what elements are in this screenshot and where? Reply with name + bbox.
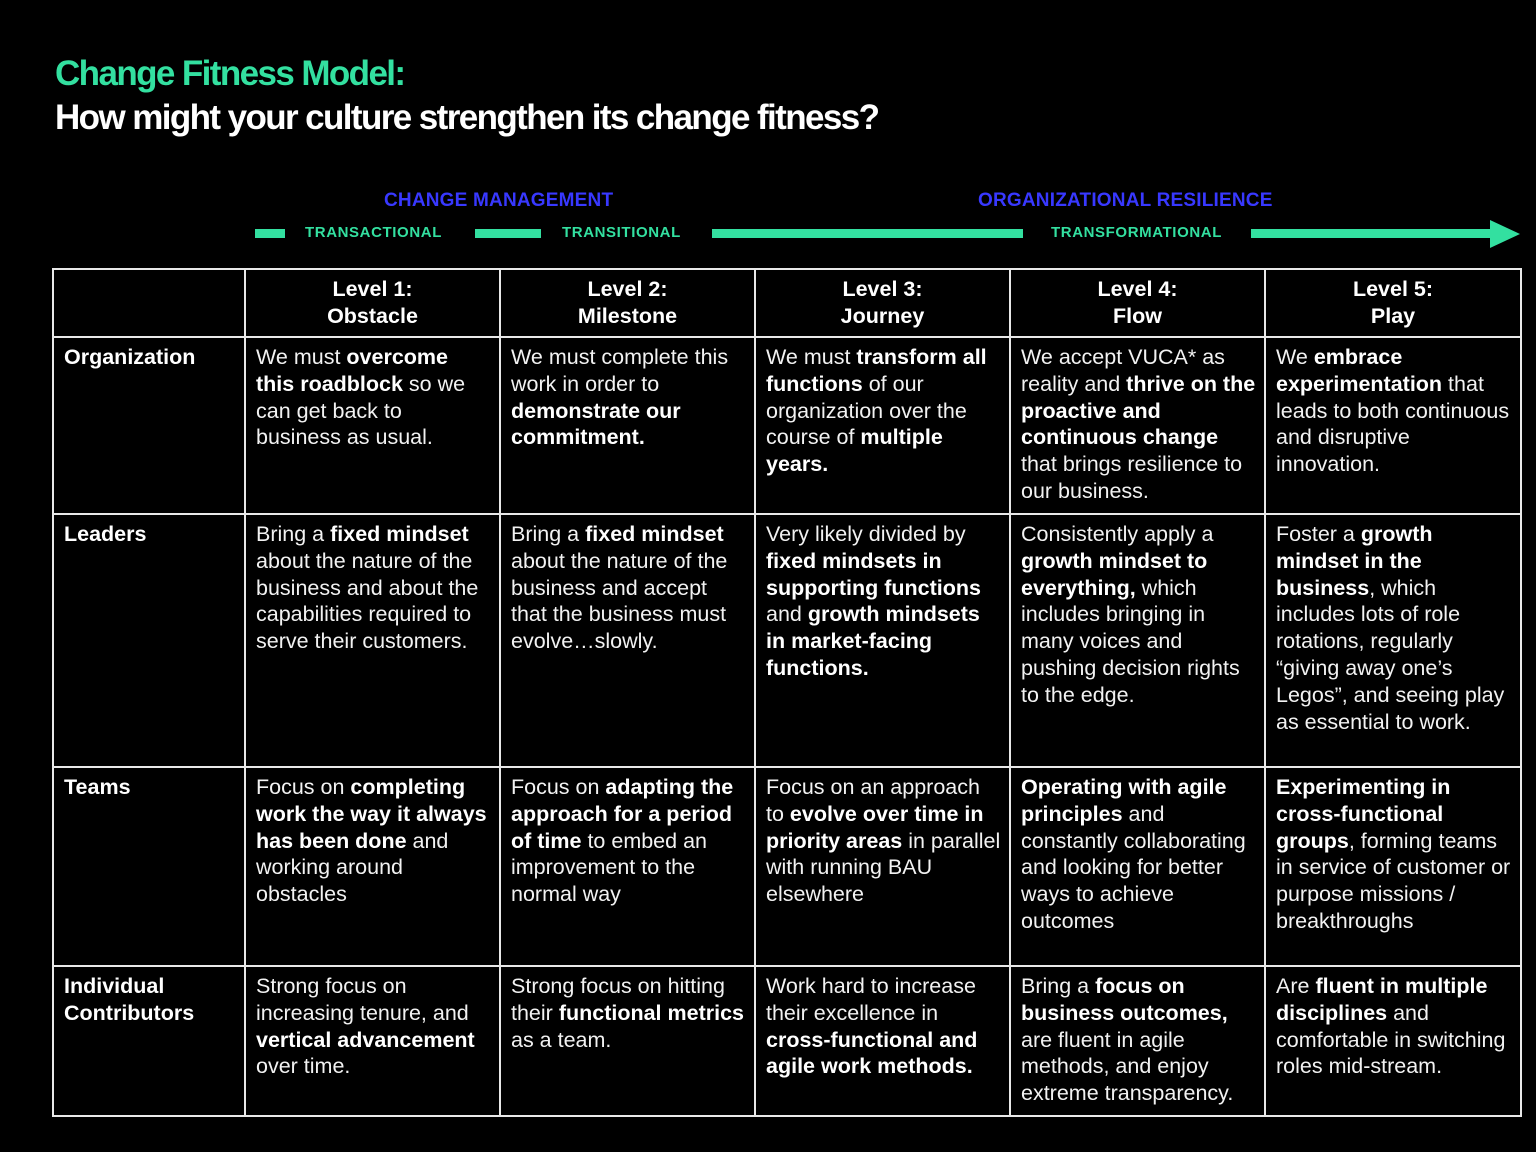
text-run: and constantly collaborating and looking for better ways to achieve outcomes [1021, 801, 1246, 933]
text-run: that brings resilience to our business. [1021, 452, 1243, 503]
text-run: Focus on an approach to [766, 775, 980, 826]
bold-phrase: embrace experimentation [1276, 345, 1443, 396]
text-run: , which includes lots of role rotations, regularly “giving away one’s Legos”, and seeing play as essential to work. [1276, 575, 1505, 734]
bold-phrase: overcome this roadblock [256, 345, 448, 396]
bold-phrase: thrive on the proactive and continuous change [1021, 371, 1256, 450]
text-run: Bring a [1021, 974, 1096, 998]
bold-phrase: vertical advancement [256, 1027, 475, 1052]
table-cell [1010, 514, 1265, 767]
table-cell [500, 966, 755, 1116]
table-cell [1265, 337, 1521, 514]
level-number: Level 2: [587, 277, 668, 301]
text-run: are fluent in agile methods, and enjoy extreme transparency. [1021, 1027, 1234, 1106]
bold-phrase: growth mindset in the business [1276, 522, 1433, 600]
bold-phrase: growth mindset to everything, [1021, 548, 1208, 600]
text-run: We must complete this work in order to [511, 345, 729, 396]
table-cell [1265, 514, 1521, 767]
text-run: to embed an improvement to the normal way [511, 828, 707, 907]
phase-label-transformational: TRANSFORMATIONAL [1051, 224, 1222, 241]
table-cell [1010, 966, 1265, 1116]
timeline-bar-segment [255, 229, 285, 238]
table-row [53, 966, 1521, 1116]
text-run: Bring a [511, 522, 586, 546]
text-run: and comfortable in switching roles mid-stream. [1276, 1000, 1506, 1079]
table-row [53, 514, 1521, 767]
table-cell [245, 514, 500, 767]
text-run: Bring a [256, 522, 331, 546]
row-label-organization: Organization [53, 337, 245, 514]
category-label-organizational-resilience: ORGANIZATIONAL RESILIENCE [978, 190, 1273, 211]
table-cell [755, 337, 1010, 514]
bold-phrase: multiple years. [766, 425, 943, 477]
text-run: and [766, 602, 808, 627]
text-run: so we can get back to business as usual. [256, 371, 466, 450]
level-name: Journey [840, 304, 925, 328]
page-title: Change Fitness Model: [55, 54, 405, 93]
level-number: Level 3: [842, 277, 923, 301]
level-header-2 [500, 269, 755, 337]
bold-phrase: fixed mindset [330, 522, 469, 546]
text-run: We must [766, 345, 857, 369]
header-corner-cell [53, 269, 245, 337]
table-cell [755, 767, 1010, 966]
table-cell [1265, 767, 1521, 966]
level-name: Milestone [577, 304, 678, 328]
bold-phrase: fixed mindset [585, 522, 724, 546]
bold-phrase: demonstrate our commitment. [511, 398, 681, 450]
text-run: We accept VUCA* as reality and [1021, 345, 1225, 396]
bold-phrase: cross-functional and agile work methods. [766, 1027, 978, 1079]
table-cell [1265, 966, 1521, 1116]
text-run: in parallel with running BAU elsewhere [766, 828, 1001, 907]
row-label-line: Individual [64, 974, 165, 998]
level-name: Play [1370, 304, 1416, 328]
table-cell [1010, 767, 1265, 966]
text-run: Focus on [256, 775, 351, 799]
bold-phrase: Experimenting in cross-functional groups [1276, 775, 1451, 853]
category-label-change-management: CHANGE MANAGEMENT [384, 190, 614, 211]
text-run: Foster a [1276, 522, 1361, 546]
level-number: Level 5: [1352, 277, 1434, 301]
table-cell [245, 767, 500, 966]
table-cell [755, 514, 1010, 767]
text-run: Consistently apply a [1021, 522, 1214, 546]
level-name: Flow [1113, 304, 1162, 328]
level-number: Level 4: [1097, 277, 1178, 301]
bold-phrase: Operating with agile principles [1021, 775, 1227, 826]
level-header-3 [755, 269, 1010, 337]
table-cell [500, 337, 755, 514]
table-cell [755, 966, 1010, 1116]
level-header-4 [1010, 269, 1265, 337]
row-label-line: Contributors [64, 1000, 195, 1025]
arrow-right-icon [1490, 220, 1520, 248]
bold-phrase: functional metrics [558, 1000, 744, 1025]
text-run: about the nature of the business and accept that the business must evolve…slowly. [511, 548, 728, 654]
bold-phrase: fluent in multiple disciplines [1276, 974, 1488, 1025]
row-label-individual-contributors [53, 966, 245, 1116]
table-header-row [53, 269, 1521, 337]
text-run: Focus on [511, 775, 606, 799]
page-subtitle: How might your culture strengthen its change fitness? [55, 98, 879, 137]
row-label-teams: Teams [53, 767, 245, 966]
bold-phrase: growth mindsets in market-facing functions. [766, 602, 980, 680]
table-row [53, 767, 1521, 966]
level-name: Obstacle [327, 304, 418, 328]
bold-phrase: adapting the approach for a period of time [511, 775, 734, 853]
phase-label-transactional: TRANSACTIONAL [305, 224, 442, 241]
text-run: Strong focus on hitting their [511, 974, 725, 1025]
change-fitness-table [52, 268, 1522, 1117]
level-number: Level 1: [332, 277, 413, 301]
bold-phrase: fixed mindsets in supporting functions [766, 548, 981, 600]
text-run: Strong focus on increasing tenure, and [256, 974, 469, 1025]
text-run: Are [1276, 974, 1316, 998]
table-cell [500, 514, 755, 767]
text-run: We must [256, 345, 347, 369]
timeline-bar-segment [712, 229, 1023, 238]
timeline-bar-segment [475, 229, 541, 238]
text-run: about the nature of the business and about the capabilities required to serve their customers. [256, 548, 479, 654]
timeline-bar-segment [1251, 229, 1496, 238]
table-cell [245, 966, 500, 1116]
text-run: of our organization over the course of [766, 371, 967, 450]
table-cell [1010, 337, 1265, 514]
bold-phrase: completing work the way it always has been done [256, 775, 487, 853]
level-header-1 [245, 269, 500, 337]
bold-phrase: focus on business outcomes, [1021, 974, 1228, 1025]
text-run: Work hard to increase their excellence in [766, 974, 976, 1025]
level-header-5 [1265, 269, 1521, 337]
bold-phrase: transform all functions [766, 345, 987, 396]
table-row [53, 337, 1521, 514]
text-run: Very likely divided by [766, 522, 966, 546]
text-run: as a team. [511, 1027, 612, 1052]
text-run: that leads to both continuous and disruptive innovation. [1276, 371, 1510, 477]
text-run: We [1276, 345, 1314, 369]
table-cell [500, 767, 755, 966]
phase-label-transitional: TRANSITIONAL [562, 224, 681, 241]
text-run: over time. [256, 1054, 351, 1079]
bold-phrase: evolve over time in priority areas [766, 801, 984, 853]
row-label-leaders: Leaders [53, 514, 245, 767]
text-run: , forming teams in service of customer or purpose missions / breakthroughs [1276, 828, 1511, 933]
text-run: which includes bringing in many voices and pushing decision rights to the edge. [1021, 575, 1240, 707]
text-run: and working around obstacles [256, 828, 449, 907]
table-cell [245, 337, 500, 514]
